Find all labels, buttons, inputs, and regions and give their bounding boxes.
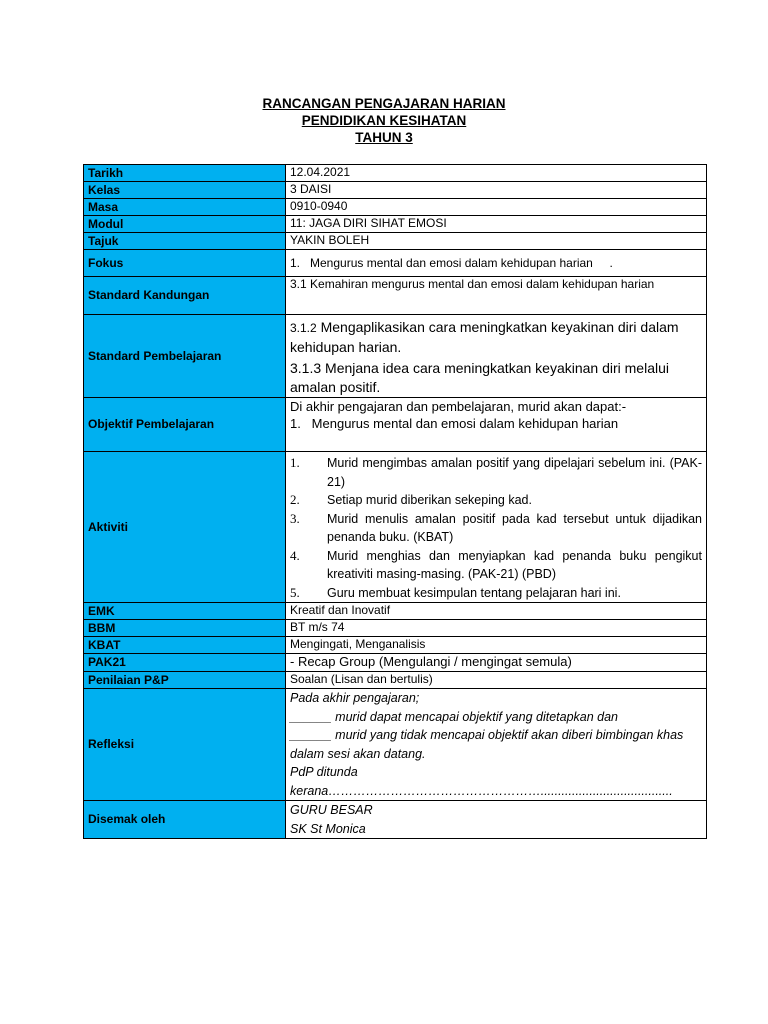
document-title	[0, 95, 768, 146]
value-tarikh: 12.04.2021	[286, 165, 707, 182]
row-pak21	[84, 654, 707, 672]
refleksi-line-3: ______ murid yang tidak mencapai objektif akan diberi bimbingan khas dalam sesi akan datang.	[290, 728, 684, 761]
label-penilaian: Penilaian P&P	[84, 672, 286, 689]
objektif-intro: Di akhir pengajaran dan pembelajaran, murid akan dapat:-	[290, 399, 627, 414]
value-kbat: Mengingati, Menganalisis	[286, 637, 707, 654]
aktiviti-item: 2. Setiap murid diberikan sekeping kad.	[290, 492, 532, 507]
disemak-line-1: GURU BESAR	[290, 803, 373, 817]
value-masa: 0910-0940	[286, 199, 707, 216]
label-pak21: PAK21	[84, 654, 286, 672]
value-objektif	[286, 398, 707, 452]
label-tajuk: Tajuk	[84, 233, 286, 250]
aktiviti-list	[290, 454, 702, 602]
label-standard-kandungan: Standard Kandungan	[84, 277, 286, 315]
row-kelas	[84, 182, 707, 199]
sp-item-1-text: Mengaplikasikan cara meningkatkan keyakinan diri dalam kehidupan harian.	[290, 319, 679, 355]
label-fokus: Fokus	[84, 250, 286, 277]
value-kelas: 3 DAISI	[286, 182, 707, 199]
value-modul: 11: JAGA DIRI SIHAT EMOSI	[286, 216, 707, 233]
value-emk: Kreatif dan Inovatif	[286, 603, 707, 620]
aktiviti-item: 4. Murid menghias dan menyiapkan kad penanda buku pengikut kreativiti masing-masing. (PAK-21) (PBD)	[290, 547, 702, 581]
title-line-1: RANCANGAN PENGAJARAN HARIAN	[262, 96, 506, 111]
label-masa: Masa	[84, 199, 286, 216]
label-modul: Modul	[84, 216, 286, 233]
aktiviti-item: 5. Guru membuat kesimpulan tentang pelajaran hari ini.	[290, 584, 621, 600]
row-modul	[84, 216, 707, 233]
sp-item-1-num: 3.1.2	[290, 321, 317, 335]
row-penilaian	[84, 672, 707, 689]
row-aktiviti	[84, 452, 707, 603]
row-emk	[84, 603, 707, 620]
label-kbat: KBAT	[84, 637, 286, 654]
label-tarikh: Tarikh	[84, 165, 286, 182]
row-bbm	[84, 620, 707, 637]
value-penilaian: Soalan (Lisan dan bertulis)	[286, 672, 707, 689]
label-disemak: Disemak oleh	[84, 801, 286, 839]
refleksi-line-5: kerana……………………………………………......................................	[290, 783, 673, 798]
row-objektif	[84, 398, 707, 452]
title-line-3: TAHUN 3	[355, 130, 413, 145]
objektif-item: 1. Mengurus mental dan emosi dalam kehidupan harian	[290, 416, 619, 431]
label-objektif: Objektif Pembelajaran	[84, 398, 286, 452]
aktiviti-item: 1. Murid mengimbas amalan positif yang dipelajari sebelum ini. (PAK-21)	[290, 455, 702, 489]
value-aktiviti	[286, 452, 707, 603]
sp-item-1	[290, 318, 702, 357]
value-standard-kandungan: 3.1 Kemahiran mengurus mental dan emosi dalam kehidupan harian	[286, 277, 707, 315]
row-tarikh	[84, 165, 707, 182]
value-bbm: BT m/s 74	[286, 620, 707, 637]
label-standard-pembelajaran: Standard Pembelajaran	[84, 315, 286, 398]
value-disemak	[286, 801, 707, 839]
row-refleksi	[84, 689, 707, 801]
refleksi-line-2: ______ murid dapat mencapai objektif yang ditetapkan dan	[290, 709, 619, 724]
label-refleksi: Refleksi	[84, 689, 286, 801]
value-refleksi	[286, 689, 707, 801]
row-disemak	[84, 801, 707, 839]
label-emk: EMK	[84, 603, 286, 620]
value-tajuk: YAKIN BOLEH	[286, 233, 707, 250]
value-fokus: 1. Mengurus mental dan emosi dalam kehidupan harian .	[286, 250, 707, 277]
value-pak21: - Recap Group (Mengulangi / mengingat semula)	[286, 654, 707, 672]
refleksi-line-4: PdP ditunda	[290, 765, 358, 779]
row-fokus	[84, 250, 707, 277]
title-line-2: PENDIDIKAN KESIHATAN	[301, 113, 467, 128]
lesson-plan-table	[83, 164, 707, 839]
label-bbm: BBM	[84, 620, 286, 637]
label-kelas: Kelas	[84, 182, 286, 199]
row-kbat	[84, 637, 707, 654]
row-tajuk	[84, 233, 707, 250]
aktiviti-item: 3. Murid menulis amalan positif pada kad tersebut untuk dijadikan penanda buku. (KBAT)	[290, 510, 702, 544]
refleksi-line-1: Pada akhir pengajaran;	[290, 691, 420, 705]
row-standard-pembelajaran	[84, 315, 707, 398]
sp-item-2: 3.1.3 Menjana idea cara meningkatkan keyakinan diri melalui amalan positif.	[290, 360, 669, 395]
disemak-line-2: SK St Monica	[290, 821, 366, 836]
label-aktiviti: Aktiviti	[84, 452, 286, 603]
row-standard-kandungan	[84, 277, 707, 315]
row-masa	[84, 199, 707, 216]
value-standard-pembelajaran	[286, 315, 707, 398]
